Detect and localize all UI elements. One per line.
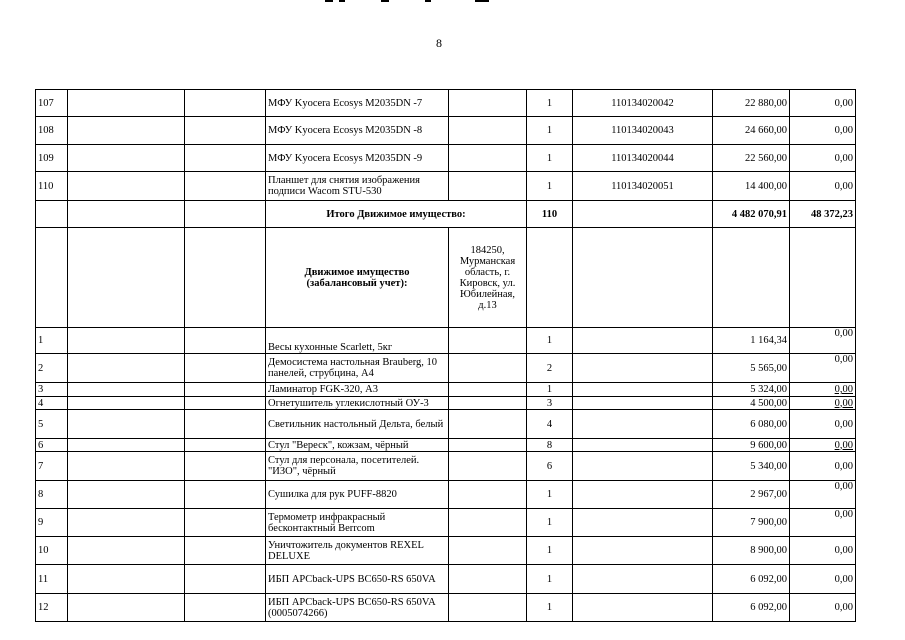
empty-cell <box>185 383 266 397</box>
row-number: 4 <box>36 397 68 410</box>
row-number: 7 <box>36 452 68 481</box>
location-address: 184250, Мурманская область, г. Кировск, ул. Юбилейная, д.13 <box>449 228 527 328</box>
item-name: Ламинатор FGK-320, А3 <box>266 383 449 397</box>
empty-cell <box>573 397 713 410</box>
empty-cell <box>68 328 185 354</box>
empty-cell <box>573 383 713 397</box>
empty-cell <box>449 172 527 201</box>
item-name: Планшет для снятия изображения подписи Wacom STU-530 <box>266 172 449 201</box>
empty-cell <box>185 228 266 328</box>
row-number: 2 <box>36 354 68 383</box>
table-row <box>36 537 856 565</box>
item-depreciation: 0,00 <box>790 328 856 354</box>
row-number: 12 <box>36 594 68 622</box>
empty-cell <box>68 537 185 565</box>
item-name: Стул для персонала, посетителей. "ИЗО", чёрный <box>266 452 449 481</box>
item-qty: 1 <box>527 328 573 354</box>
item-cost: 5 565,00 <box>713 354 790 383</box>
inventory-number: 110134020051 <box>573 172 713 201</box>
empty-cell <box>185 481 266 509</box>
item-qty: 1 <box>527 509 573 537</box>
empty-cell <box>68 145 185 172</box>
empty-cell <box>573 328 713 354</box>
item-depreciation: 0,00 <box>790 397 856 410</box>
item-depreciation: 0,00 <box>790 383 856 397</box>
item-qty: 1 <box>527 145 573 172</box>
item-name: МФУ Kyocera Ecosys M2035DN -8 <box>266 117 449 145</box>
item-depreciation: 0,00 <box>790 439 856 452</box>
row-number: 5 <box>36 410 68 439</box>
empty-cell <box>185 565 266 594</box>
item-name: Уничтожитель документов REXEL DELUXE <box>266 537 449 565</box>
item-depreciation: 0,00 <box>790 145 856 172</box>
item-depreciation: 0,00 <box>790 90 856 117</box>
table-row <box>36 594 856 622</box>
empty-cell <box>449 410 527 439</box>
empty-cell <box>68 452 185 481</box>
total-cost: 4 482 070,91 <box>713 201 790 228</box>
row-number: 3 <box>36 383 68 397</box>
item-depreciation: 0,00 <box>790 509 856 537</box>
empty-cell <box>68 481 185 509</box>
item-name: Сушилка для рук PUFF-8820 <box>266 481 449 509</box>
table-row <box>36 383 856 397</box>
empty-cell <box>68 594 185 622</box>
empty-cell <box>449 90 527 117</box>
empty-cell <box>68 410 185 439</box>
inventory-number: 110134020044 <box>573 145 713 172</box>
empty-cell <box>68 439 185 452</box>
empty-cell <box>449 383 527 397</box>
empty-cell <box>68 228 185 328</box>
table-row <box>36 481 856 509</box>
row-number: 6 <box>36 439 68 452</box>
empty-cell <box>68 383 185 397</box>
empty-cell <box>573 201 713 228</box>
empty-cell <box>68 397 185 410</box>
item-depreciation: 0,00 <box>790 481 856 509</box>
empty-cell <box>449 509 527 537</box>
table-row <box>36 354 856 383</box>
empty-cell <box>36 201 68 228</box>
empty-cell <box>449 354 527 383</box>
item-depreciation: 0,00 <box>790 537 856 565</box>
item-cost: 5 340,00 <box>713 452 790 481</box>
item-cost: 5 324,00 <box>713 383 790 397</box>
empty-cell <box>449 481 527 509</box>
item-name: МФУ Kyocera Ecosys M2035DN -7 <box>266 90 449 117</box>
empty-cell <box>573 594 713 622</box>
item-depreciation: 0,00 <box>790 172 856 201</box>
item-depreciation: 0,00 <box>790 452 856 481</box>
empty-cell <box>185 201 266 228</box>
item-qty: 1 <box>527 537 573 565</box>
inventory-number: 110134020043 <box>573 117 713 145</box>
empty-cell <box>449 328 527 354</box>
empty-cell <box>449 565 527 594</box>
empty-cell <box>185 397 266 410</box>
item-name: МФУ Kyocera Ecosys M2035DN -9 <box>266 145 449 172</box>
empty-cell <box>185 410 266 439</box>
table-row <box>36 509 856 537</box>
total-qty: 110 <box>527 201 573 228</box>
empty-cell <box>449 397 527 410</box>
empty-cell <box>185 509 266 537</box>
empty-cell <box>449 452 527 481</box>
empty-cell <box>573 439 713 452</box>
empty-cell <box>573 354 713 383</box>
empty-cell <box>185 117 266 145</box>
table-row <box>36 90 856 117</box>
row-number: 1 <box>36 328 68 354</box>
row-number: 8 <box>36 481 68 509</box>
empty-cell <box>185 172 266 201</box>
empty-cell <box>713 228 790 328</box>
section-title: Движимое имущество (забалансовый учет): <box>266 228 449 328</box>
item-cost: 8 900,00 <box>713 537 790 565</box>
empty-cell <box>68 509 185 537</box>
empty-cell <box>573 452 713 481</box>
empty-cell <box>573 509 713 537</box>
empty-cell <box>68 90 185 117</box>
table-row <box>36 565 856 594</box>
item-qty: 1 <box>527 594 573 622</box>
item-name: Стул "Вереск", кожзам, чёрный <box>266 439 449 452</box>
item-cost: 24 660,00 <box>713 117 790 145</box>
row-number: 9 <box>36 509 68 537</box>
empty-cell <box>68 354 185 383</box>
item-qty: 2 <box>527 354 573 383</box>
empty-cell <box>185 90 266 117</box>
item-cost: 2 967,00 <box>713 481 790 509</box>
row-number: 11 <box>36 565 68 594</box>
top-edge-marks <box>325 0 490 4</box>
item-name: Демосистема настольная Brauberg, 10 панелей, струбцина, А4 <box>266 354 449 383</box>
item-depreciation: 0,00 <box>790 565 856 594</box>
empty-cell <box>185 537 266 565</box>
item-cost: 6 092,00 <box>713 565 790 594</box>
row-number: 109 <box>36 145 68 172</box>
item-depreciation: 0,00 <box>790 594 856 622</box>
asset-table <box>35 89 856 622</box>
table-row <box>36 172 856 201</box>
total-label: Итого Движимое имущество: <box>266 201 527 228</box>
item-name: ИБП APCback-UPS BC650-RS 650VA (0005074266) <box>266 594 449 622</box>
item-cost: 22 560,00 <box>713 145 790 172</box>
item-qty: 8 <box>527 439 573 452</box>
item-depreciation: 0,00 <box>790 410 856 439</box>
item-qty: 6 <box>527 452 573 481</box>
empty-cell <box>185 594 266 622</box>
total-depreciation: 48 372,23 <box>790 201 856 228</box>
empty-cell <box>36 228 68 328</box>
item-cost: 9 600,00 <box>713 439 790 452</box>
empty-cell <box>449 117 527 145</box>
inventory-number: 110134020042 <box>573 90 713 117</box>
table-row <box>36 452 856 481</box>
item-cost: 4 500,00 <box>713 397 790 410</box>
empty-cell <box>185 439 266 452</box>
row-number: 108 <box>36 117 68 145</box>
empty-cell <box>449 537 527 565</box>
table-row <box>36 439 856 452</box>
table-row <box>36 410 856 439</box>
item-qty: 1 <box>527 383 573 397</box>
empty-cell <box>573 481 713 509</box>
item-depreciation: 0,00 <box>790 117 856 145</box>
empty-cell <box>68 565 185 594</box>
table-row <box>36 117 856 145</box>
page-number: 8 <box>436 36 442 50</box>
item-name: ИБП APCback-UPS BC650-RS 650VA <box>266 565 449 594</box>
item-qty: 1 <box>527 481 573 509</box>
item-cost: 1 164,34 <box>713 328 790 354</box>
empty-cell <box>449 594 527 622</box>
table-row <box>36 328 856 354</box>
empty-cell <box>573 410 713 439</box>
row-number: 110 <box>36 172 68 201</box>
empty-cell <box>449 145 527 172</box>
item-name: Светильник настольный Дельта, белый <box>266 410 449 439</box>
empty-cell <box>185 354 266 383</box>
empty-cell <box>185 328 266 354</box>
item-qty: 4 <box>527 410 573 439</box>
empty-cell <box>573 228 713 328</box>
item-qty: 1 <box>527 117 573 145</box>
item-name: Весы кухонные Scarlett, 5кг <box>266 328 449 354</box>
table-row <box>36 145 856 172</box>
item-qty: 1 <box>527 90 573 117</box>
item-depreciation: 0,00 <box>790 354 856 383</box>
item-cost: 7 900,00 <box>713 509 790 537</box>
item-name: Термометр инфракрасный бесконтактный Berrcom <box>266 509 449 537</box>
item-name: Огнетушитель углекислотный ОУ-3 <box>266 397 449 410</box>
item-qty: 3 <box>527 397 573 410</box>
empty-cell <box>185 452 266 481</box>
item-cost: 14 400,00 <box>713 172 790 201</box>
empty-cell <box>68 172 185 201</box>
item-cost: 6 092,00 <box>713 594 790 622</box>
empty-cell <box>185 145 266 172</box>
empty-cell <box>68 117 185 145</box>
empty-cell <box>449 439 527 452</box>
row-number: 107 <box>36 90 68 117</box>
empty-cell <box>573 565 713 594</box>
row-number: 10 <box>36 537 68 565</box>
empty-cell <box>527 228 573 328</box>
item-cost: 6 080,00 <box>713 410 790 439</box>
total-row <box>36 201 856 228</box>
empty-cell <box>573 537 713 565</box>
item-qty: 1 <box>527 172 573 201</box>
empty-cell <box>790 228 856 328</box>
item-qty: 1 <box>527 565 573 594</box>
table-row <box>36 397 856 410</box>
section-header-row <box>36 228 856 328</box>
empty-cell <box>68 201 185 228</box>
item-cost: 22 880,00 <box>713 90 790 117</box>
